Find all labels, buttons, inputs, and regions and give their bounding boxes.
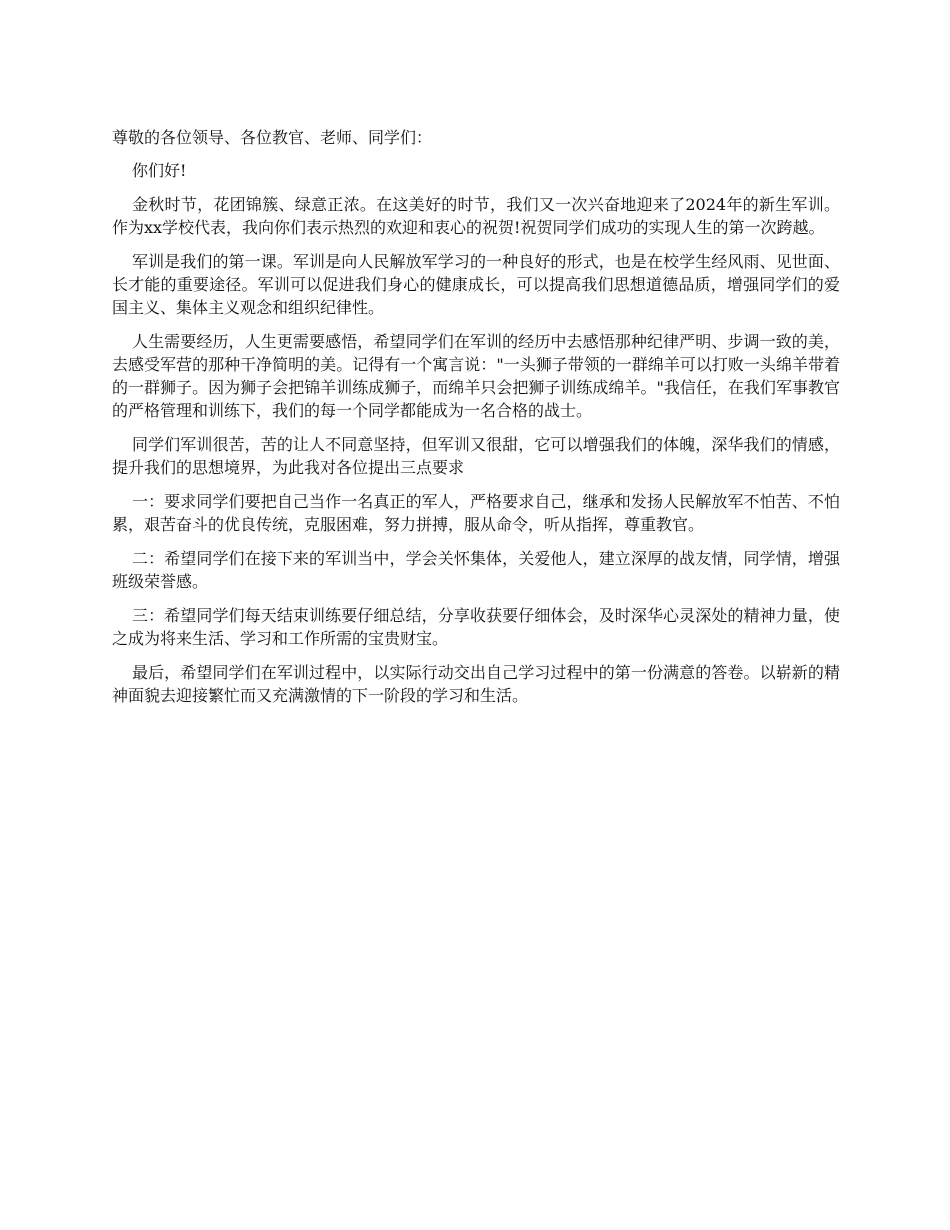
salutation: 尊敬的各位领导、各位教官、老师、同学们： (112, 128, 433, 147)
paragraph-closing: 最后，希望同学们在军训过程中，以实际行动交出自己学习过程中的第一份满意的答卷。以崭新的精神面貌去迎接繁忙而又充满激情的下一阶段的学习和生活。 (112, 663, 840, 705)
paragraph-requirement-three: 三：希望同学们每天结束训练要仔细总结，分享收获要仔细体会，及时深华心灵深处的精神力量，使之成为将来生活、学习和工作所需的宝贵财宝。 (112, 606, 840, 648)
document-body (112, 126, 840, 718)
paragraph-greeting: 你们好! (132, 161, 187, 180)
paragraph-first-lesson: 军训是我们的第一课。军训是向人民解放军学习的一种良好的形式，也是在校学生经风雨、见世面、长才能的重要途径。军训可以促进我们身心的健康成长，可以提高我们思想道德品质，增强同学们的爱国主义、集体主义观念和组织纪律性。 (112, 252, 840, 317)
paragraph-welcome: 金秋时节，花团锦簇、绿意正浓。在这美好的时节，我们又一次兴奋地迎来了2024年的新生军训。作为xx学校代表，我向你们表示热烈的欢迎和衷心的祝贺!祝贺同学们成功的实现人生的第一次跨越。 (112, 195, 840, 237)
paragraph-hardship: 同学们军训很苦，苦的让人不同意坚持，但军训又很甜，它可以增强我们的体魄，深华我们的情感，提升我们的思想境界，为此我对各位提出三点要求 (112, 435, 840, 477)
paragraph-requirement-two: 二：希望同学们在接下来的军训当中，学会关怀集体，关爱他人，建立深厚的战友情，同学情，增强班级荣誉感。 (112, 549, 840, 591)
paragraph-requirement-one: 一：要求同学们要把自己当作一名真正的军人，严格要求自己，继承和发扬人民解放军不怕苦、不怕累，艰苦奋斗的优良传统，克服困难，努力拼搏，服从命令，听从指挥，尊重教官。 (112, 492, 840, 534)
paragraph-experience: 人生需要经历，人生更需要感悟，希望同学们在军训的经历中去感悟那种纪律严明、步调一致的美，去感受军营的那种干净简明的美。记得有一个寓言说："一头狮子带领的一群绵羊可以打败一头绵羊带着的一群狮子。因为狮子会把锦羊训练成狮子，而绵羊只会把狮子训练成绵羊。"我信任，在我们军事教官的严格管理和训练下，我们的每一个同学都能成为一名合格的战士。 (112, 332, 840, 420)
